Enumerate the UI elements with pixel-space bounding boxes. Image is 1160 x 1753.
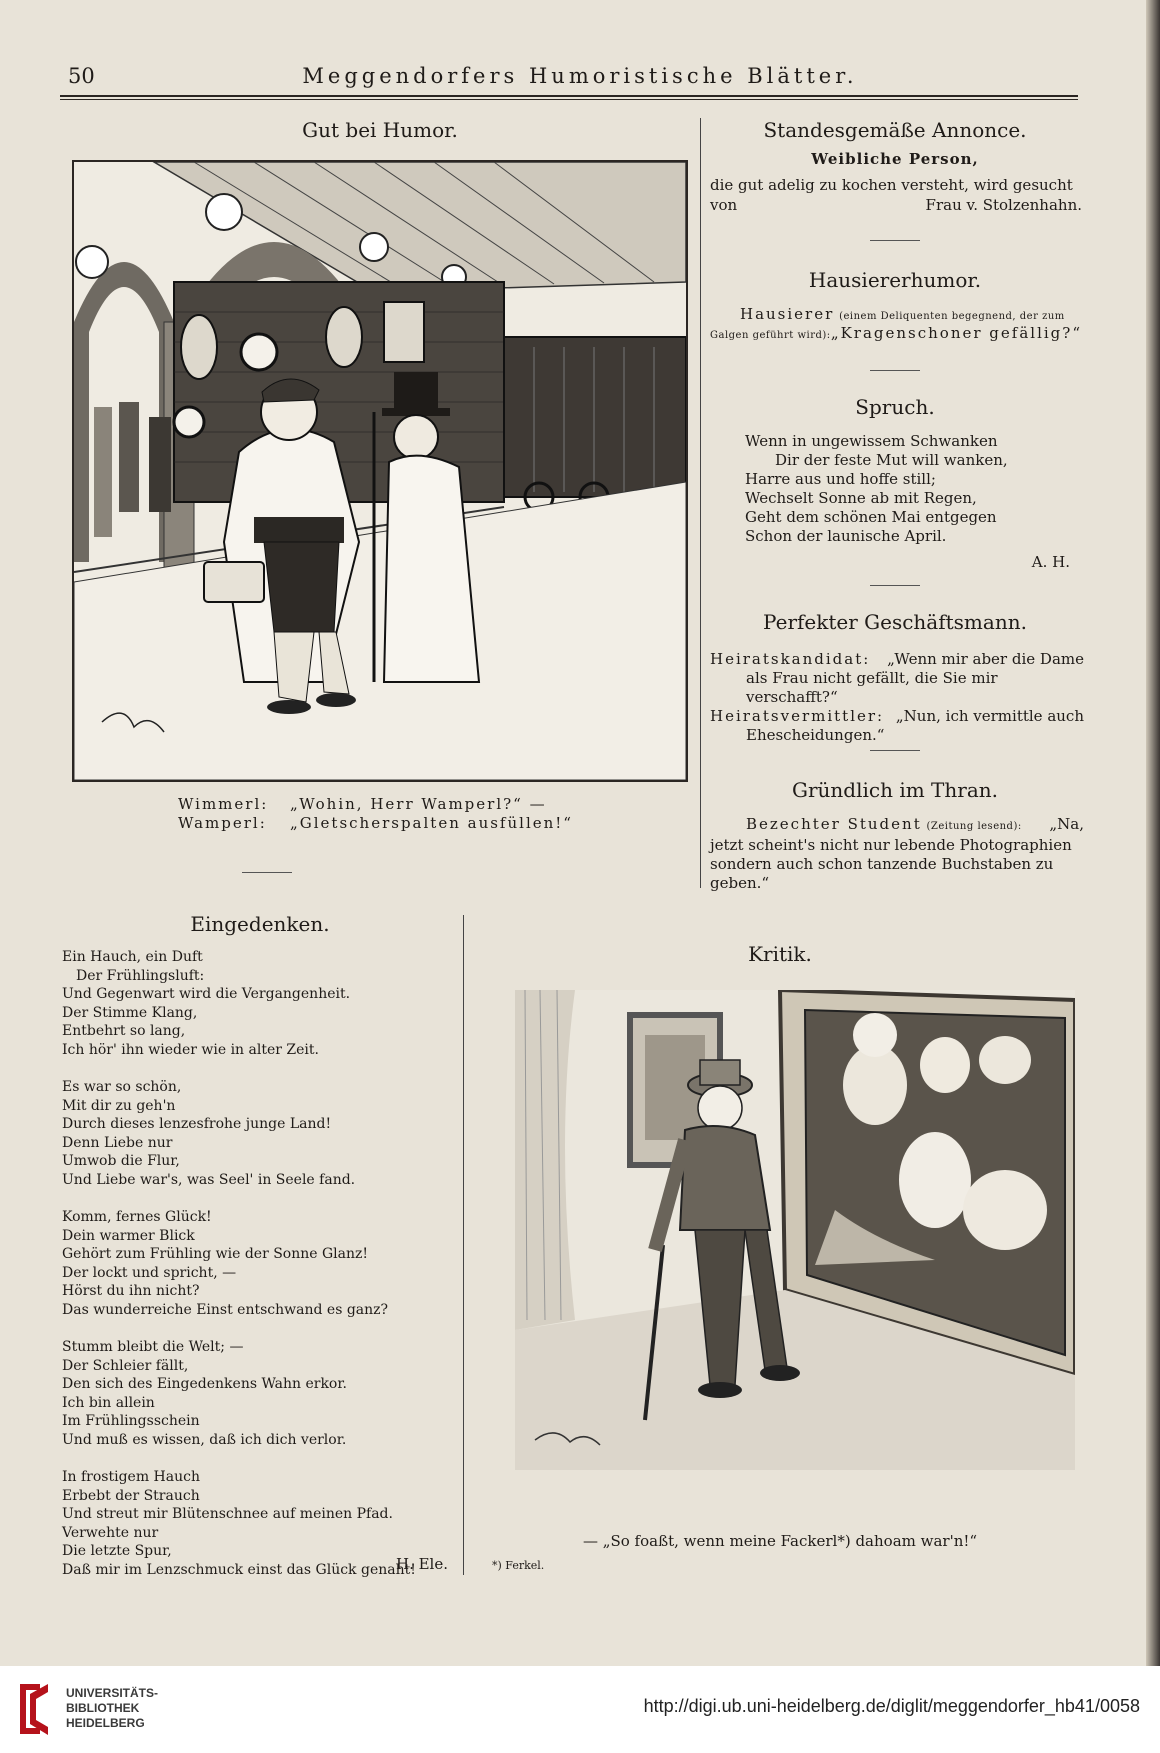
poem-line: Ich hör' ihn wieder wie in alter Zeit.	[62, 1041, 319, 1058]
caption-text-1: „Wohin, Herr Wamperl?“ —	[290, 795, 547, 813]
heading-eingedenken: Eingedenken.	[190, 912, 330, 936]
caption-text-2: „Gletscherspalten ausfüllen!“	[290, 814, 573, 832]
column-divider-bottom	[463, 915, 464, 1575]
library-footer	[0, 1666, 1160, 1753]
heading-kritik: Kritik.	[748, 942, 812, 966]
poem-line: Hörst du ihn nicht?	[62, 1283, 200, 1299]
poem-line: Ein Hauch, ein Duft	[62, 949, 203, 965]
poem-line: Mit dir zu geh'n	[62, 1097, 176, 1114]
poem-line: Gehört zum Frühling wie der Sonne Glanz!	[62, 1246, 369, 1262]
poem-line: Der Frühlingsluft:	[76, 967, 205, 984]
poem-line: Verwehte nur	[62, 1524, 159, 1541]
section-rule	[870, 750, 920, 751]
hausierer-note-2: Galgen geführt wird):	[710, 330, 831, 341]
geschaeftsmann-line-2b: Ehescheidungen.“	[746, 726, 885, 744]
spruch-line: Wechselt Sonne ab mit Regen,	[745, 489, 977, 507]
poem-line: Das wunderreiche Einst entschwand es ganz?	[62, 1301, 389, 1318]
spruch-line: Schon der launische April.	[745, 527, 947, 545]
hausierer-line1	[710, 305, 1082, 326]
poem-stanza	[62, 948, 462, 1059]
running-title: Meggendorfers Humoristische Blätter.	[302, 64, 858, 88]
poem-stanza	[62, 1208, 462, 1319]
library-name-line: UNIVERSITÄTS-	[66, 1686, 159, 1700]
poem-line: Umwob die Flur,	[62, 1153, 180, 1169]
page-header	[60, 62, 1080, 92]
page-number: 50	[68, 64, 95, 88]
poem-line: Im Frühlingsschein	[62, 1413, 200, 1429]
hausierer-note-1: (einem Deliquenten begegnend, der zum	[839, 311, 1065, 322]
column-divider-top	[700, 118, 701, 888]
university-library-logo-icon	[14, 1680, 54, 1738]
geschaeftsmann-line-2: „Nun, ich vermittle auch	[895, 707, 1084, 725]
hausierer-speaker: Hausierer	[740, 305, 835, 323]
poem-line: Daß mir im Lenzschmuck einst das Glück genaht!	[62, 1561, 416, 1578]
poem-line: Und Liebe war's, was Seel' in Seele fand.	[62, 1171, 356, 1188]
poem-line: Dein warmer Blick	[62, 1227, 195, 1244]
caption-speaker-1: Wimmerl:	[178, 795, 269, 813]
poem-line: Denn Liebe nur	[62, 1134, 173, 1151]
page-edge-shadow	[1146, 0, 1160, 1666]
heading-gut-bei-humor: Gut bei Humor.	[302, 118, 458, 142]
spruch-line: Dir der feste Mut will wanken,	[775, 451, 1008, 469]
poem-line: Es war so schön,	[62, 1079, 182, 1095]
library-name	[66, 1686, 158, 1731]
spruch-line: Harre aus und hoffe still;	[745, 470, 936, 488]
poem-stanza	[62, 1338, 462, 1449]
annonce-signer: Frau v. Stolzenhahn.	[925, 196, 1082, 214]
geschaeftsmann-speaker-2: Heiratsvermittler:	[710, 707, 885, 725]
eingedenken-author: H. Ele.	[395, 1555, 448, 1573]
kritik-caption: — „So foaßt, wenn meine Fackerl*) dahoam war'n!“	[582, 1532, 978, 1550]
header-rule	[60, 95, 1078, 97]
geschaeftsmann-line-1b: als Frau nicht gefällt, die Sie mir verschafft?“	[746, 669, 998, 706]
heading-hausiererhumor: Hausiererhumor.	[808, 268, 982, 292]
poem-line: Der Schleier fällt,	[62, 1357, 189, 1374]
poem-line: Stumm bleibt die Welt; —	[62, 1339, 244, 1355]
heading-perfekter-geschaeftsmann: Perfekter Geschäftsmann.	[763, 610, 1027, 634]
section-rule	[870, 585, 920, 586]
spruch-author: A. H.	[1031, 553, 1070, 571]
poem-line: Und streut mir Blütenschnee auf meinen Pfad.	[62, 1506, 393, 1522]
annonce-line2	[710, 196, 1082, 215]
thran-line4: geben.“	[710, 874, 770, 892]
spruch-verse	[745, 432, 1075, 546]
annonce-subtitle: Weibliche Person,	[811, 150, 979, 168]
poem-line: In frostigem Hauch	[62, 1469, 200, 1485]
source-url-link[interactable]: http://digi.ub.uni-heidelberg.de/diglit/meggendorfer_hb41/0058	[643, 1696, 1140, 1716]
poem-line: Durch dieses lenzesfrohe junge Land!	[62, 1116, 332, 1132]
thran-speaker: Bezechter Student	[746, 815, 922, 833]
thran-text	[710, 815, 1084, 893]
geschaeftsmann-speaker-1: Heiratskandidat:	[710, 650, 871, 668]
spruch-line: Geht dem schönen Mai entgegen	[745, 508, 997, 526]
eingedenken-poem	[62, 948, 462, 1579]
header-rule-thin	[60, 99, 1078, 100]
poem-line: Und Gegenwart wird die Vergangenheit.	[62, 986, 351, 1002]
poem-line: Und muß es wissen, daß ich dich verlor.	[62, 1431, 347, 1448]
poem-line: Entbehrt so lang,	[62, 1023, 186, 1039]
hausierer-quote: „Kragenschoner gefällig?“	[830, 324, 1082, 342]
train-station-illustration	[72, 160, 688, 782]
poem-line: Der lockt und spricht, —	[62, 1264, 237, 1281]
heading-spruch: Spruch.	[855, 395, 935, 419]
poem-line: Die letzte Spur,	[62, 1543, 172, 1559]
art-gallery-illustration	[515, 990, 1075, 1470]
caption-gut-bei-humor	[178, 795, 678, 833]
library-name-line: HEIDELBERG	[66, 1716, 145, 1730]
thran-note: (Zeitung lesend):	[926, 821, 1022, 832]
spruch-line: Wenn in ungewissem Schwanken	[745, 432, 998, 450]
heading-standesgemaesse-annonce: Standesgemäße Annonce.	[763, 118, 1027, 142]
hausierer-line2	[710, 324, 1082, 345]
section-rule	[870, 240, 920, 241]
kritik-footnote: *) Ferkel.	[492, 1559, 545, 1572]
poem-line: Erbebt der Strauch	[62, 1487, 200, 1504]
geschaeftsmann-line-1: „Wenn mir aber die Dame	[887, 650, 1084, 668]
poem-line: Ich bin allein	[62, 1394, 155, 1411]
poem-line: Komm, fernes Glück!	[62, 1209, 212, 1225]
poem-line: Der Stimme Klang,	[62, 1004, 198, 1021]
poem-stanza	[62, 1078, 462, 1189]
section-rule	[870, 370, 920, 371]
section-rule	[242, 872, 292, 873]
thran-line2: jetzt scheint's nicht nur lebende Photographien	[710, 836, 1072, 854]
poem-line: Den sich des Eingedenkens Wahn erkor.	[62, 1376, 347, 1392]
annonce-line1: die gut adelig zu kochen versteht, wird gesucht	[710, 176, 1073, 194]
library-name-line: BIBLIOTHEK	[66, 1701, 140, 1715]
heading-gruendlich-im-thran: Gründlich im Thran.	[792, 778, 998, 802]
annonce-von: von	[710, 196, 738, 214]
caption-speaker-2: Wamperl:	[178, 814, 267, 832]
geschaeftsmann-dialogue	[710, 650, 1084, 745]
thran-line1-end: „Na,	[1049, 815, 1084, 833]
thran-line3: sondern auch schon tanzende Buchstaben zu	[710, 855, 1054, 873]
